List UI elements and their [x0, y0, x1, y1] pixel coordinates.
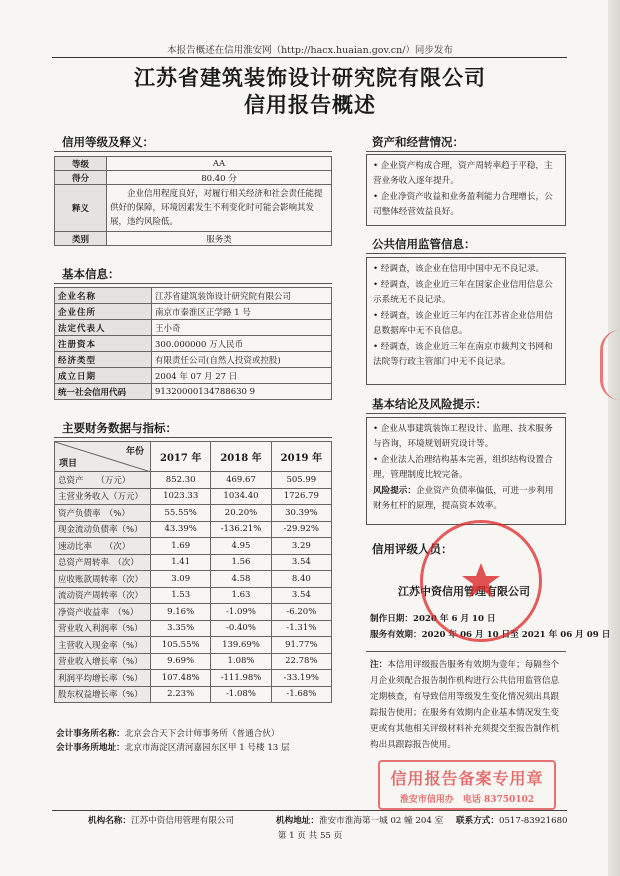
- table-row: [55, 488, 332, 505]
- company-title: 江苏省建筑装饰设计研究院有限公司: [134, 66, 486, 90]
- footer-address-label: 机构地址：: [276, 816, 319, 826]
- rating-category: 服务类: [107, 232, 332, 246]
- finance-cell: -1.09%: [211, 604, 271, 621]
- finance-cell: 4.95: [211, 538, 271, 555]
- note-rule: [366, 651, 566, 652]
- edge-seal-fragment: [600, 330, 620, 400]
- table-row: [55, 571, 332, 588]
- finance-cell: -1.68%: [271, 686, 331, 703]
- filing-seal-title: 信用报告备案专用章: [390, 769, 544, 788]
- header-divider: [52, 57, 567, 58]
- risk-label: 风险提示：: [373, 486, 416, 496]
- finance-cell: -1.08%: [211, 686, 271, 703]
- finance-cell: 107.48%: [151, 670, 211, 687]
- finance-cell: 8.40: [271, 571, 331, 588]
- finance-row-label: 总资产 （万元）: [55, 472, 151, 489]
- finance-cell: 2.23%: [151, 686, 211, 703]
- finance-cell: 3.09: [151, 571, 211, 588]
- rater-section-title: 信用评级人员：: [372, 542, 453, 556]
- finance-cell: -29.92%: [271, 521, 331, 538]
- made-date-value: 2020 年 6 月 10 日: [412, 614, 496, 624]
- public-item: • 经调查，该企业在信用中国中无不良记录。: [373, 264, 545, 274]
- finance-cell: 505.99: [271, 472, 331, 489]
- footer-org: [88, 814, 234, 826]
- footer-tel-label: 联系方式：: [456, 816, 499, 826]
- rating-rule: [54, 151, 332, 152]
- finance-cell: 9.69%: [151, 653, 211, 670]
- table-row: [55, 637, 332, 654]
- audit-address-value: 北京市海淀区清河嘉园东区甲 1 号楼 13 层: [124, 743, 290, 753]
- assets-rule: [366, 151, 566, 152]
- finance-cell: 1.63: [211, 587, 271, 604]
- finance-cell: 139.69%: [211, 637, 271, 654]
- basic-value: 江苏省建筑装饰设计研究院有限公司: [152, 288, 332, 304]
- finance-row-label: 现金流动负债率（%）: [55, 521, 151, 538]
- finance-row-label: 资产负债率 （%）: [55, 505, 151, 522]
- risk-text: 企业资产负债率偏低，可进一步利用财务杠杆的原理，提高资本效率。: [373, 486, 554, 511]
- finance-cell: 852.30: [151, 472, 211, 489]
- finance-row-label: 主营业务收入（万元）: [55, 488, 151, 505]
- audit-address-label: 会计事务所地址：: [56, 743, 125, 753]
- finance-cell: 3.54: [271, 587, 331, 604]
- basic-value: 王小奇: [152, 320, 332, 336]
- year-header: 2017 年: [151, 442, 211, 472]
- finance-cell: 9.16%: [151, 604, 211, 621]
- finance-row-label: 利润平均增长率（%）: [55, 670, 151, 687]
- table-row: [55, 185, 332, 232]
- agency-name: 江苏中资信用管理有限公司: [398, 585, 530, 598]
- finance-cell: 1.08%: [211, 653, 271, 670]
- finance-cell: -6.20%: [271, 604, 331, 621]
- report-title: 信用报告概述: [244, 93, 376, 117]
- footer-address-value: 淮安市淮海第一城 02 幢 204 室: [318, 816, 444, 826]
- rating-definition: 企业信用程度良好，对履行相关经济和社会责任能提供好的保障，环境因素发生不利变化时可能会影响其发展，违约风险低。: [107, 185, 332, 232]
- conclusion-section-title: 基本结论及风险提示：: [372, 397, 487, 411]
- public-item: • 经调查，该企业近三年在国家企业信用信息公示系统无不良记录。: [373, 280, 553, 305]
- finance-row-label: 速动比率 （次）: [55, 538, 151, 555]
- rating-score: 80.40 分: [107, 171, 332, 185]
- finance-row-label: 应收账款周转率（次）: [55, 571, 151, 588]
- basic-label: 企业名称: [55, 288, 152, 304]
- basic-label: 注册资本: [55, 336, 152, 352]
- conclusion-item: • 企业法人治理结构基本完善，组织结构设置合理，管理制度比较完备。: [373, 455, 553, 480]
- finance-cell: 4.58: [211, 571, 271, 588]
- page-edge: [608, 0, 620, 876]
- page-number: 第 1 页 共 55 页: [277, 831, 343, 841]
- conclusion-rule: [366, 413, 566, 414]
- table-row: [55, 320, 332, 336]
- conclusion-item: • 企业从事建筑装饰工程设计、监理、技术服务与咨询，环境规划研究设计等。: [373, 424, 553, 449]
- table-row: [55, 368, 332, 384]
- table-row: [55, 653, 332, 670]
- finance-cell: 1.53: [151, 587, 211, 604]
- table-row: [55, 587, 332, 604]
- table-row: [55, 554, 332, 571]
- public-rule: [366, 253, 566, 254]
- finance-cell: 30.39%: [271, 505, 331, 522]
- finance-row-label: 股东权益增长率（%）: [55, 686, 151, 703]
- basic-label: 成立日期: [55, 368, 152, 384]
- table-row: [55, 505, 332, 522]
- footer-tel-value: 0517-83921680: [498, 816, 568, 826]
- public-section-title: 公共信用监管信息：: [372, 237, 476, 251]
- audit-address-line: [56, 741, 290, 753]
- finance-cell: 1.56: [211, 554, 271, 571]
- finance-cell: -0.40%: [211, 620, 271, 637]
- basic-value: 南京市秦淮区正学路 1 号: [152, 304, 332, 320]
- basic-label: 统一社会信用代码: [55, 384, 152, 400]
- table-row: [55, 604, 332, 621]
- basic-value: 91320000134788630 9: [152, 384, 332, 400]
- public-item: • 经调查，该企业近三年内在江苏省企业信用信息数据库中无不良信息。: [373, 311, 553, 336]
- finance-header-row: [55, 442, 332, 472]
- audit-firm-line: [56, 727, 279, 739]
- basic-value: 有限责任公司(自然人投资或控股): [152, 352, 332, 368]
- round-company-seal: [420, 520, 542, 642]
- year-header: 2018 年: [211, 442, 271, 472]
- finance-row-label: 营业收入利润率（%）: [55, 620, 151, 637]
- table-row: [55, 686, 332, 703]
- footer-address: [276, 814, 443, 826]
- finance-cell: -136.21%: [211, 521, 271, 538]
- filing-seal: [378, 760, 556, 810]
- valid-period-label: 服务有效期：: [370, 630, 422, 640]
- finance-row-label: 流动资产周转率（次）: [55, 587, 151, 604]
- finance-corner-cell: [55, 442, 151, 472]
- finance-cell: 3.35%: [151, 620, 211, 637]
- table-row: [55, 352, 332, 368]
- finance-table: [54, 441, 332, 703]
- rating-label: 等级: [55, 157, 107, 171]
- note-label: 注：: [370, 660, 388, 670]
- table-row: [55, 538, 332, 555]
- assets-section-title: 资产和经营情况：: [372, 135, 464, 149]
- table-row: [55, 157, 332, 171]
- risk-line: [373, 484, 559, 514]
- audit-firm-value: 北京会合天下会计师事务所（普通合伙）: [124, 729, 280, 739]
- finance-header-item: 项目: [59, 459, 78, 469]
- assets-item: • 企业资产构成合理，资产周转率趋于平稳，主营业务收入逐年提升。: [373, 161, 553, 186]
- rating-label: 得分: [55, 171, 107, 185]
- basic-label: 企业住所: [55, 304, 152, 320]
- note-text: 本信用评级报告服务有效期为壹年；每隔叁个月企业须配合报告制作机构进行公共信用监管信息定期核查，有导致信用等级发生变化情况须出具跟踪报告使用；在服务有效期内企业基本情况发生变更或有其他相关评级材料补充须提交至报告制作机构出具跟踪报告使用。: [370, 660, 560, 750]
- finance-cell: 469.67: [211, 472, 271, 489]
- rating-section-title: 信用等级及释义：: [62, 135, 154, 149]
- finance-cell: 20.20%: [211, 505, 271, 522]
- assets-item: • 企业净资产收益和业务盈利能力合理增长，公司整体经营效益良好。: [373, 192, 553, 217]
- finance-header-year: 年份: [125, 447, 144, 457]
- finance-cell: 91.77%: [271, 637, 331, 654]
- rating-grade: AA: [107, 157, 332, 171]
- rating-label: 类别: [55, 232, 107, 246]
- table-row: [55, 304, 332, 320]
- finance-rule: [54, 437, 332, 438]
- finance-cell: 55.55%: [151, 505, 211, 522]
- finance-cell: 1.41: [151, 554, 211, 571]
- finance-cell: 22.78%: [271, 653, 331, 670]
- footer-org-label: 机构名称：: [88, 816, 131, 826]
- rating-label: 释义: [55, 185, 107, 232]
- finance-cell: 3.54: [271, 554, 331, 571]
- table-row: [55, 171, 332, 185]
- basic-value: 300.000000 万人民币: [152, 336, 332, 352]
- public-box: [366, 257, 566, 385]
- seal-star-icon: [423, 523, 539, 639]
- basic-label: 经济类型: [55, 352, 152, 368]
- finance-row-label: 净资产收益率 （%）: [55, 604, 151, 621]
- finance-cell: 43.39%: [151, 521, 211, 538]
- finance-cell: -1.31%: [271, 620, 331, 637]
- basic-rule: [54, 283, 332, 284]
- finance-cell: 1.69: [151, 538, 211, 555]
- basic-label: 法定代表人: [55, 320, 152, 336]
- basic-section-title: 基本信息：: [62, 267, 120, 281]
- table-row: [55, 521, 332, 538]
- filing-seal-sub: 淮安市信用办 电话 83750102: [399, 795, 535, 805]
- finance-cell: 105.55%: [151, 637, 211, 654]
- rating-table: [54, 156, 332, 246]
- finance-cell: -33.19%: [271, 670, 331, 687]
- audit-firm-label: 会计事务所名称：: [56, 729, 125, 739]
- finance-cell: 1726.79: [271, 488, 331, 505]
- table-row: [55, 288, 332, 304]
- finance-cell: -111.98%: [211, 670, 271, 687]
- table-row: [55, 232, 332, 246]
- finance-row-label: 总资产周转率 （次）: [55, 554, 151, 571]
- table-row: [55, 384, 332, 400]
- table-row: [55, 670, 332, 687]
- finance-cell: 1034.40: [211, 488, 271, 505]
- footer-org-value: 江苏中资信用管理有限公司: [130, 816, 235, 826]
- basic-value: 2004 年 07 月 27 日: [152, 368, 332, 384]
- publish-note: 本报告概述在信用淮安网（http://hacx.huaian.gov.cn/）同步发布: [167, 45, 453, 56]
- table-row: [55, 472, 332, 489]
- public-item: • 经调查，该企业近三年在南京市裁判文书网和法院等行政主管部门中无不良记录。: [373, 342, 553, 367]
- year-header: 2019 年: [271, 442, 331, 472]
- note-block: [370, 657, 566, 753]
- made-date-label: 制作日期：: [370, 614, 413, 624]
- table-row: [55, 336, 332, 352]
- finance-row-label: 主营收入现金率（%）: [55, 637, 151, 654]
- assets-box: [366, 154, 566, 226]
- conclusion-box: [366, 417, 566, 525]
- finance-cell: 3.29: [271, 538, 331, 555]
- finance-cell: 1023.33: [151, 488, 211, 505]
- basic-info-table: [54, 287, 332, 400]
- valid-period-value: 2020 年 06 月 10 日至 2021 年 06 月 09 日: [421, 630, 611, 640]
- finance-section-title: 主要财务数据与指标：: [62, 421, 177, 435]
- footer-divider: [52, 810, 567, 811]
- finance-row-label: 营业收入增长率（%）: [55, 653, 151, 670]
- footer-tel: [456, 814, 568, 826]
- table-row: [55, 620, 332, 637]
